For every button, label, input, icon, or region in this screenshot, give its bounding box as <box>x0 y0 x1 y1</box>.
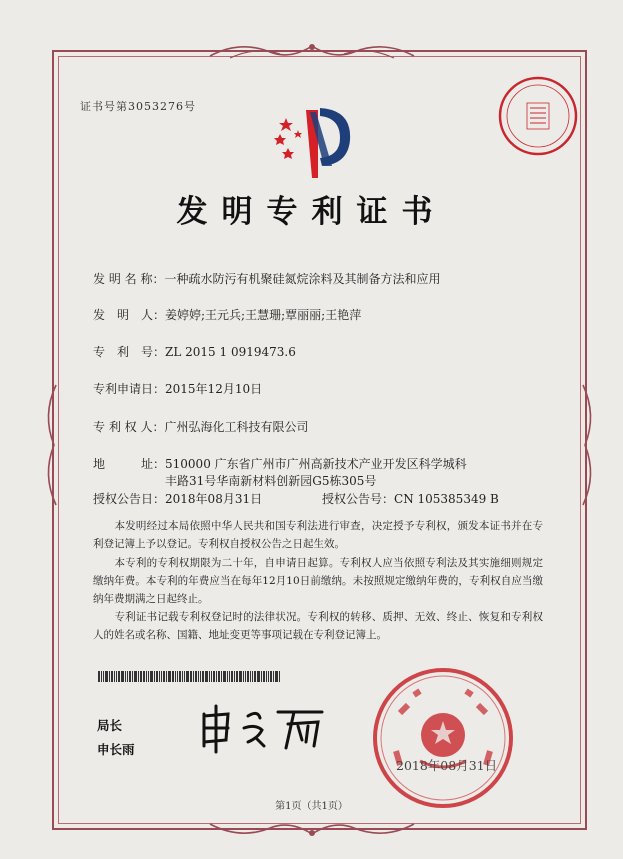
barcode-bar <box>125 671 126 682</box>
barcode-bar <box>213 671 215 682</box>
barcode-bar <box>166 671 167 682</box>
value-address-line1: 510000 广东省广州市广州高新技术产业开发区科学城科 <box>165 457 467 471</box>
field-invention-name <box>93 270 440 287</box>
barcode-bar <box>268 671 269 682</box>
cnipa-official-seal <box>370 665 516 811</box>
barcode-bar <box>195 671 197 682</box>
barcode-bar <box>132 671 133 682</box>
value-grant-date: 2018年08月31日 <box>165 492 263 506</box>
barcode-bar <box>211 671 212 682</box>
barcode-bar <box>159 671 160 682</box>
barcode-bar <box>221 671 222 682</box>
barcode-bar <box>243 671 244 682</box>
field-patentee <box>93 418 308 435</box>
barcode-bar <box>184 671 185 682</box>
barcode-bar <box>116 671 117 682</box>
barcode-bar <box>209 671 210 682</box>
label-patent-number: 专 利 号： <box>93 345 166 359</box>
barcode-bar <box>275 671 278 682</box>
barcode-bar <box>109 671 110 682</box>
barcode-bar <box>101 671 102 682</box>
barcode-bar <box>200 671 201 682</box>
barcode-bar <box>146 671 147 682</box>
seal-date: 2018年08月31日 <box>396 758 498 773</box>
tax-stamp-seal <box>497 75 579 157</box>
barcode-bar <box>263 671 265 682</box>
barcode-bar <box>143 671 145 682</box>
field-inventors <box>93 306 361 323</box>
barcode-bar <box>245 671 246 682</box>
field-grant-date <box>93 490 262 507</box>
barcode-bar <box>279 671 280 682</box>
paragraph-legal-status: 专利证书记载专利权登记时的法律状况。专利权的转移、质押、无效、终止、恢复和专利权人的姓名或名称、国籍、地址变更等事项记载在专利登记簿上。 <box>93 611 543 641</box>
barcode-bar <box>179 671 181 682</box>
paragraph-term: 本专利的专利权期限为二十年，自申请日起算。专利权人应当依照专利法及其实施细则规定缴纳年费。本专利的年费应当在每年12月10日前缴纳。未按照规定缴纳年费的，专利权自应当缴纳年费期满之日起终止。 <box>93 557 543 605</box>
barcode-bar <box>140 671 142 682</box>
page-number: 第1页（共1页） <box>275 801 348 812</box>
barcode <box>98 671 336 682</box>
value-filing-date: 2015年12月10日 <box>165 382 263 396</box>
label-inventors: 发 明 人： <box>93 308 166 322</box>
barcode-bar <box>114 671 115 682</box>
barcode-bar <box>118 671 120 682</box>
left-ornament <box>38 380 64 510</box>
barcode-bar <box>252 671 253 682</box>
barcode-bar <box>168 671 171 682</box>
barcode-bar <box>163 671 165 682</box>
barcode-bar <box>273 671 274 682</box>
label-grant-number: 授权公告号： <box>322 492 395 506</box>
certificate-title: 发明专利证书 <box>176 194 447 230</box>
barcode-bar <box>172 671 174 682</box>
barcode-bar <box>270 671 272 682</box>
barcode-bar <box>247 671 249 682</box>
barcode-bar <box>236 671 238 682</box>
field-patent-number <box>93 343 296 360</box>
barcode-bar <box>121 671 124 682</box>
barcode-bar <box>148 671 149 682</box>
label-address: 地 址： <box>93 457 166 471</box>
barcode-bar <box>111 671 113 682</box>
value-grant-number: CN 105385349 B <box>394 492 499 506</box>
barcode-bar <box>138 671 139 682</box>
barcode-bar <box>190 671 192 682</box>
barcode-bar <box>216 671 217 682</box>
top-ornament <box>200 38 424 64</box>
barcode-bar <box>154 671 155 682</box>
label-grant-date: 授权公告日： <box>93 492 166 506</box>
barcode-bar <box>257 671 260 682</box>
director-title: 局长 <box>97 718 123 733</box>
barcode-bar <box>175 671 176 682</box>
right-ornament <box>575 380 601 510</box>
barcode-bar <box>261 671 262 682</box>
director-name: 申长雨 <box>97 742 135 757</box>
field-grant-number <box>322 490 499 507</box>
barcode-bar <box>129 671 131 682</box>
barcode-bar <box>231 671 233 682</box>
barcode-bar <box>103 671 104 682</box>
barcode-bar <box>198 671 199 682</box>
barcode-bar <box>193 671 194 682</box>
barcode-bar <box>150 671 153 682</box>
barcode-bar <box>186 671 189 682</box>
barcode-bar <box>218 671 220 682</box>
barcode-bar <box>161 671 162 682</box>
field-filing-date <box>93 380 262 397</box>
barcode-bar <box>234 671 235 682</box>
barcode-bar <box>177 671 178 682</box>
value-invention-name: 一种疏水防污有机聚硅氮烷涂料及其制备方法和应用 <box>164 272 441 286</box>
barcode-bar <box>254 671 256 682</box>
barcode-bar <box>134 671 137 682</box>
patent-office-logo <box>272 100 358 182</box>
director-signature <box>198 702 328 754</box>
value-patentee: 广州弘海化工科技有限公司 <box>164 420 309 434</box>
barcode-bar <box>182 671 183 682</box>
barcode-bar <box>250 671 251 682</box>
barcode-bar <box>229 671 230 682</box>
barcode-bar <box>205 671 208 682</box>
barcode-bar <box>98 671 100 682</box>
barcode-bar <box>266 671 267 682</box>
label-filing-date: 专利申请日： <box>93 382 166 396</box>
value-inventors: 姜婷婷;王元兵;王慧珊;覃丽丽;王艳萍 <box>165 308 362 322</box>
barcode-bar <box>127 671 128 682</box>
barcode-bar <box>227 671 228 682</box>
field-address <box>93 455 467 472</box>
label-patentee: 专 利 权 人： <box>93 420 165 434</box>
barcode-bar <box>223 671 226 682</box>
label-invention-name: 发 明 名 称： <box>93 272 165 286</box>
value-address-line2: 丰路31号华南新材料创新园G5栋305号 <box>165 474 377 488</box>
barcode-bar <box>156 671 158 682</box>
value-patent-number: ZL 2015 1 0919473.6 <box>165 345 296 359</box>
bottom-ornament <box>200 816 424 842</box>
paragraph-decision: 本发明经过本局依照中华人民共和国专利法进行审查，决定授予专利权，颁发本证书并在专利登记簿上予以登记。专利权自授权公告之日起生效。 <box>93 520 543 550</box>
barcode-bar <box>105 671 108 682</box>
barcode-bar <box>239 671 242 682</box>
barcode-bar <box>202 671 204 682</box>
certificate-number: 证书号第3053276号 <box>80 100 196 113</box>
